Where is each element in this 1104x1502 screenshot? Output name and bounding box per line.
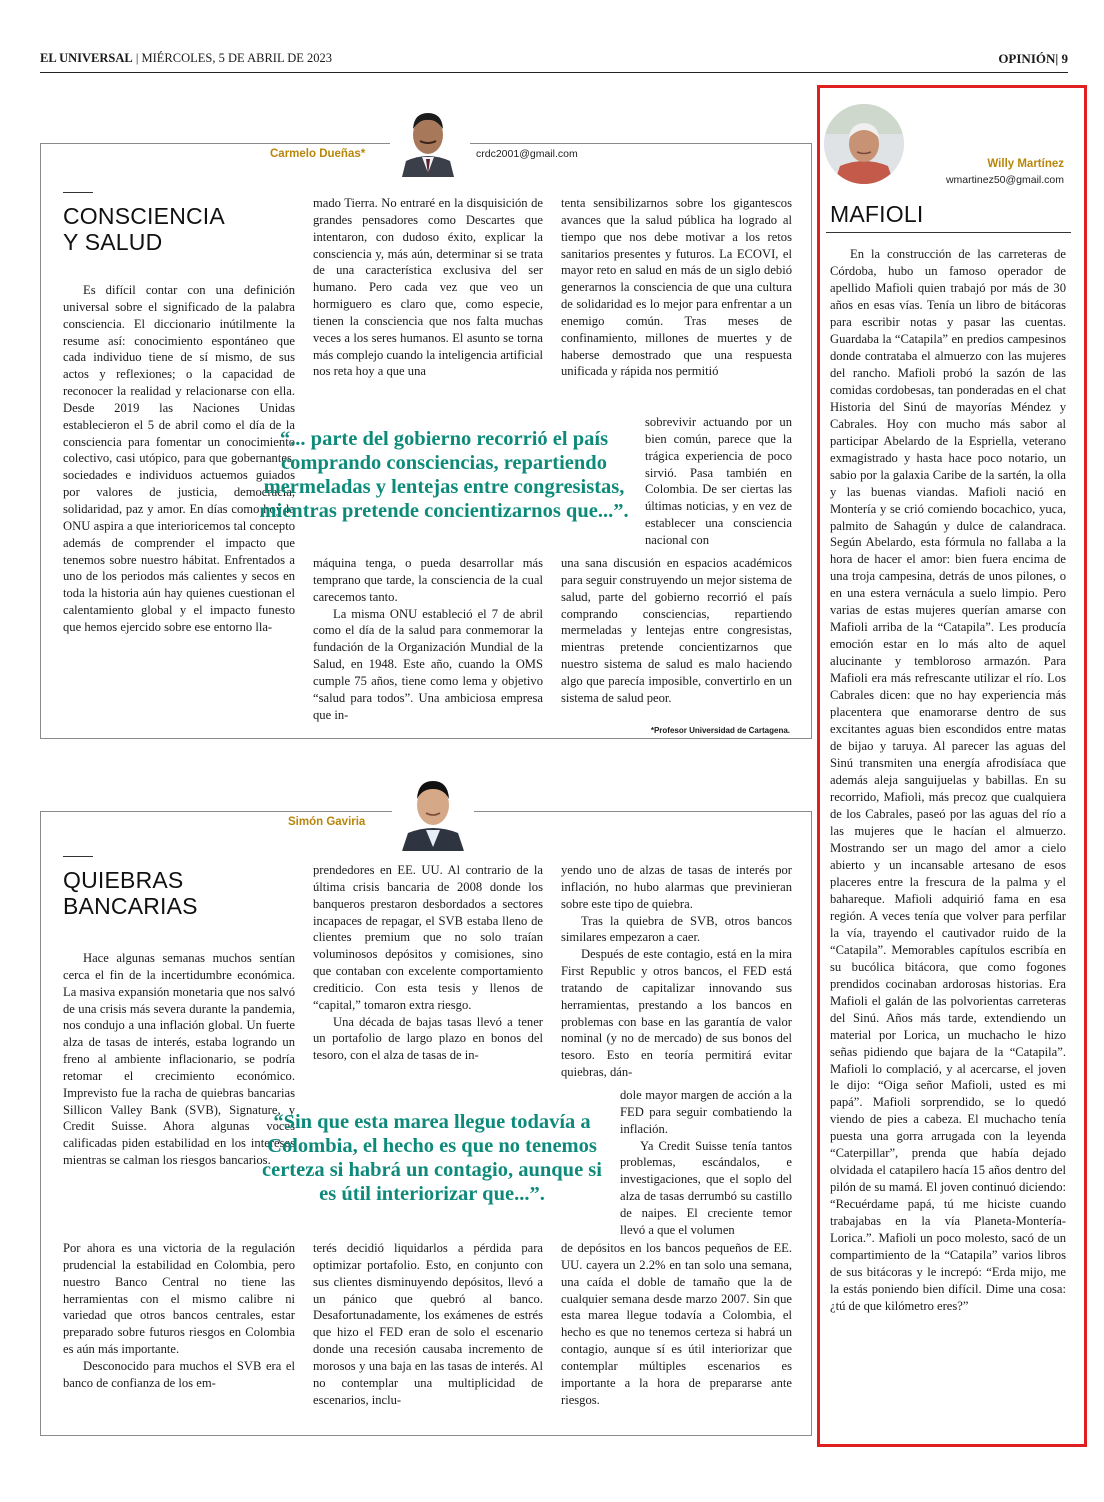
paragraph: máquina tenga, o pueda desarrollar más temprano que tarde, la consciencia de la cual carecemos tanto.: [313, 556, 543, 604]
article-column-2-bottom: [313, 555, 543, 727]
article-title: [63, 203, 263, 255]
paragraph: La misma ONU estableció el 7 de abril como el día de la salud para conmemorar la fundación de la Organización Mundial de la Salud, en 1948. Este año, cuando la OMS cumple 75 años, tiene como lema y objetivo “salud para todos”. Una ambiciosa empresa que in-: [313, 606, 543, 722]
title-line-1: CONSCIENCIA: [63, 203, 225, 229]
page-header: [40, 48, 1068, 73]
article-column-3-top: [561, 195, 792, 413]
article-column-3-mid: [620, 1087, 792, 1239]
author-email: wmartinez50@gmail.com: [945, 174, 1064, 186]
article-column-2-bottom: [313, 1240, 543, 1430]
author-name: Carmelo Dueñas*: [270, 148, 366, 160]
paragraph: Hace algunas semanas muchos sentían cerca el fin de la incertidumbre económica. La masiva expansión monetaria que nos salvó de una crisis más severa durante la pandemia, nos condujo a una inflación global. Un fuerte alza de tasas de interés, estaba logrando un freno al ambiente inflacionario, se podría retomar el crecimiento económico. Imprevisto fue la racha de quiebras bancarias Sillicon Valley Bank (SVB), Signature, y Credit Suisse. Ahora algunas voces calificadas piden estabilidad en los intereses mientras se calman los riesgos bancarios.: [63, 951, 295, 1168]
paragraph: Tras la quiebra de SVB, otros bancos similares empezaron a caer.: [561, 913, 792, 945]
page-number: 9: [1061, 51, 1068, 66]
author-photo: [824, 104, 904, 184]
article-title: [63, 867, 263, 919]
title-rule: [63, 192, 93, 193]
title-line-2: Y SALUD: [63, 229, 163, 255]
paragraph: de depósitos en los bancos pequeños de EE. UU. cayera un 2.2% en tan solo una semana, una caída el doble de tamaño que la de cualquier semana desde marzo 2007. Sin que esta marea llegue todavía a Colombia, el hecho es que no tenemos certeza si habrá un contagio, aunque sí es útil interiorizar que contemplar múltiples escenarios es importante a la hora de prepararse ante riesgos.: [561, 1241, 792, 1407]
pull-quote: “Sin que esta marea llegue todavía a Colombia, el hecho es que no tenemos certeza si habrá un contagio, aunque si es útil interiorizar que...”.: [262, 1111, 602, 1205]
article-column-3-bottom: [561, 1240, 792, 1430]
section-name: OPINIÓN: [998, 51, 1056, 66]
title-rule: [63, 856, 93, 857]
author-name: Willy Martínez: [987, 158, 1064, 170]
paragraph: prendedores en EE. UU. Al contrario de la última crisis bancaria de 2008 donde los banqueros prestaron desbordados a sectores incapaces de repagar, el SVB estaba lleno de clientes premium que no solo traían voluminosos depósitos y comisiones, sino que contaban con excelente comportamiento crediticio. Con esta tesis y llenos de “capital,” tomaron extra riesgo.: [313, 863, 543, 1012]
article-title: MAFIOLI: [830, 201, 924, 227]
pull-quote: “... parte del gobierno recorrió el país comprando consciencias, repartiendo mermeladas y lentejas entre congresistas, mientras pretende concientizarnos que...”.: [259, 428, 629, 522]
article-column-3-bottom: [561, 555, 792, 723]
article-body: [830, 246, 1066, 1428]
paragraph: una sana discusión en espacios académicos para seguir construyendo un mejor sistema de salud, parte del gobierno recorrió el país comprando consciencias, repartiendo mermeladas y lentejas entre congresistas, mientras pretende concientizarnos que nuestro sistema de salud es malo haciendo algo que parecía imposible, convertirlo en un sistema de salud peor.: [561, 556, 792, 705]
title-rule: [826, 232, 1071, 233]
issue-date: MIÉRCOLES, 5 DE ABRIL DE 2023: [141, 51, 333, 65]
header-right: OPINIÓN| 9: [998, 51, 1068, 66]
author-photo: [396, 107, 460, 177]
paragraph: En la construcción de las carreteras de Córdoba, hubo un famoso operador de apellido Mafioli quien trabajó por más de 30 años en esas vías. Tenía un libro de bitácoras para escribir notas y pasar las cuentas. Guardaba la “Catapila” en predios campesinos donde contrataba el almuerzo con las mujeres del rancho. Mafioli probó la sazón de las comidas cordobesas, tan ponderadas en el chat Historia del Sinú de mayorías Méndez y Cabrales. Hoy con mucho más sabor al participar Abelardo de la Espriella, veterano exmagistrado y hasta hace poco notario, un sabio por la galaxia Caribe de la sartén, la olla y las buenas viandas. Mafioli nació en Montería y se crió comiendo bocachico, yuca, palmito de Sahagún y dulce de calandraca. Según Abelardo, esta fórmula no fallaba a la hora de hacer el amor: bien fuera encima de una troja campesina, detrás de unos pilones, o en una estera vernácula a suelo limpio. Pero varias de estas mujeres querían amarse con Mafioli arriba de la “Catapila”. Les producía emoción estar en lo más alto de aquel alucinante y tembloroso armazón. Para Mafioli era más refrescante utilizar el río. Los Cabrales dicen: que no hay experiencia más placentera que enamorarse dentro de sus excitantes aguas bien escondidos entre matas de bijao y taruya. Al parecer las aguas del Sinú transmiten una energía afrodisíaca que además aleja sanguijuelas y babillas. En su recorrido, Mafioli, más precoz que cualquiera de los Cabrales, paseó por las aguas del río a las mujeres que le hacían el almuerzo. Mostrando ser un mago del amor a cielo abierto y un incansable artesano de esos placeres entre la frescura de la palma y el bahareque. Mafioli adquirió fama en esa región. A veces tenía que volver para perfilar la vía, trayendo el cautivador ruido de la “Catapila”. Memorables capítulos escribía en su bucólica bitácora, que como fogones prendidos cocinaban ardorosas historias. Era Mafioli el galán de las polvorientas carreteras del Sinú. Años más tarde, extendiendo un material por Lorica, un muchacho le hizo señas pidiendo que bajara de la “Catapila”. Mafioli lo complació, y al acercarse, el joven le dijo: “Oiga señor Mafioli, usted es mi papá”. Mafioli sorprendido, se lo quedó viendo de pies a cabeza. El muchacho tenía puesta una gorra arrugada con la leyenda “Caterpillar”, prenda que había dejado olvidada el catapilero hacía 15 años dentro del pilón de su mamá. El joven continuó diciendo: “Recuérdame papá, tú me hiciste cuando trabajabas en la vía Planeta-Montería-Lorica.”. Mafioli un poco molesto, sacó de un compartimiento de la “Catapila” varios libros de sus bitácoras y le increpó: “Erda mijo, me la estás poniendo bien difícil. Dime una cosa: ¿tú de que kilómetro eres?”: [830, 247, 1066, 1314]
title-line-1: QUIEBRAS: [63, 867, 184, 893]
article-column-2-top: [313, 195, 543, 413]
title-line-2: BANCARIAS: [63, 893, 198, 919]
paragraph: Por ahora es una victoria de la regulación prudencial la estabilidad en Colombia, pero nuestro Banco Central no tiene las herramientas con el mismo calibre ni variedad que otros bancos centrales, estar preparado sobre futuros riesgos en Colombia es aún más importante.: [63, 1241, 295, 1357]
article-column-2-top: [313, 862, 543, 1088]
author-name: Simón Gaviria: [288, 816, 366, 828]
paragraph: Después de este contagio, está en la mira First Republic y otros bancos, el FED está tratando de capitalizar innovando sus herramientas, prestando a los bancos en problemas con base en las garantía de valor nominal (y no de mercado) de sus bonos del tesoro. Esto en teoría permitirá evitar quiebras, dán-: [561, 947, 792, 1080]
newspaper-name: EL UNIVERSAL: [40, 51, 133, 65]
paragraph: yendo uno de alzas de tasas de interés por inflación, no hubo alarmas que previnieran sobre este tipo de quiebra.: [561, 863, 792, 911]
paragraph: Es difícil contar con una definición universal sobre el significado de la palabra consciencia. El diccionario inútilmente la resume así: conocimiento espontáneo que cada individuo tiene de sí mismo, de sus actos y reflexiones; o la capacidad de reconocer la realidad y relacionarse con ella. Desde 2019 las Naciones Unidas establecieron el 5 de abril como el día de la consciencia para fomentar un conocimiento colectivo, casi utópico, para que gobernantes, sociedades e individuos actuemos guiados por valores de justicia, democracia, solidaridad, paz y amor. En días como hoy la ONU aspira a que interioricemos tal concepto además de comprender el impacto que tenemos sobre nuestro hábitat. Enfrentados a uno de los periodos más calientes y secos en toda la historia aún hay quienes cuestionan el calentamiento global y el impacto funesto que hemos ejercido sobre ese entorno lla-: [63, 283, 295, 634]
paragraph: terés decidió liquidarlos a pérdida para optimizar portafolio. Esto, en conjunto con sus clientes disminuyendo depósitos, llevó a un pánico que quebró al banco. Desafortunadamente, los exámenes de estrés que hizo el FED eran de solo el escenario donde una recesión causaba incremento de morosos y una baja en las tasas de interés. Al no contemplar una multiplicidad de escenarios, inclu-: [313, 1241, 543, 1407]
header-left: EL UNIVERSAL | MIÉRCOLES, 5 DE ABRIL DE 2023: [40, 51, 333, 65]
author-email: crdc2001@gmail.com: [476, 148, 578, 160]
paragraph: dole mayor margen de acción a la FED para seguir combatiendo la inflación.: [620, 1088, 792, 1136]
paragraph: Una década de bajas tasas llevó a tener un portafolio de largo plazo en bonos del tesoro, con el alza de tasas de in-: [313, 1014, 543, 1063]
author-footnote: *Profesor Universidad de Cartagena.: [650, 726, 790, 735]
paragraph: mado Tierra. No entraré en la disquisición de grandes pensadores como Descartes que intentaron, con dudoso éxito, explicar la consciencia y, más aún, determinar si se trata de una característica exclusiva del ser humano. Pero cada vez que veo un hormiguero es claro que, como especie, tienen la consciencia que nos falta muchas veces a los seres humanos. El asunto se torna más complejo cuando la inteligencia artificial nos reta hoy a que una: [313, 196, 543, 379]
paragraph: Ya Credit Suisse tenía tantos problemas, escándalos, e investigaciones, que el soplo del alza de tasas derrumbó su castillo de naipes. El creciente temor llevó a que el volumen: [620, 1138, 792, 1237]
paragraph: tenta sensibilizarnos sobre los gigantescos avances que la salud pública ha logrado al tiempo que nos debe motivar a los retos sanitarios presentes y futuros. La ECOVI, el mayor reto en salud en más de un siglo debió generarnos la consciencia de que una cultura de solidaridad es lo mejor para enfrentar a un enemigo común. Tras meses de confinamiento, millones de muertes y de haberse demostrado que una respuesta unificada y rápida nos permitió: [561, 196, 792, 379]
article-column-1-bottom: [63, 1240, 295, 1430]
author-photo: [398, 775, 468, 851]
paragraph: sobrevivir actuando por un bien común, parece que la trágica experiencia de poco sirvió. Pasa también en Colombia. De ser ciertas las últimas noticias, y en vez de establecer una consciencia nacional con: [645, 415, 792, 547]
article-column-3-top: [561, 862, 792, 1086]
paragraph: Desconocido para muchos el SVB era el banco de confianza de los em-: [63, 1358, 295, 1390]
article-column-3-mid: [645, 414, 792, 552]
